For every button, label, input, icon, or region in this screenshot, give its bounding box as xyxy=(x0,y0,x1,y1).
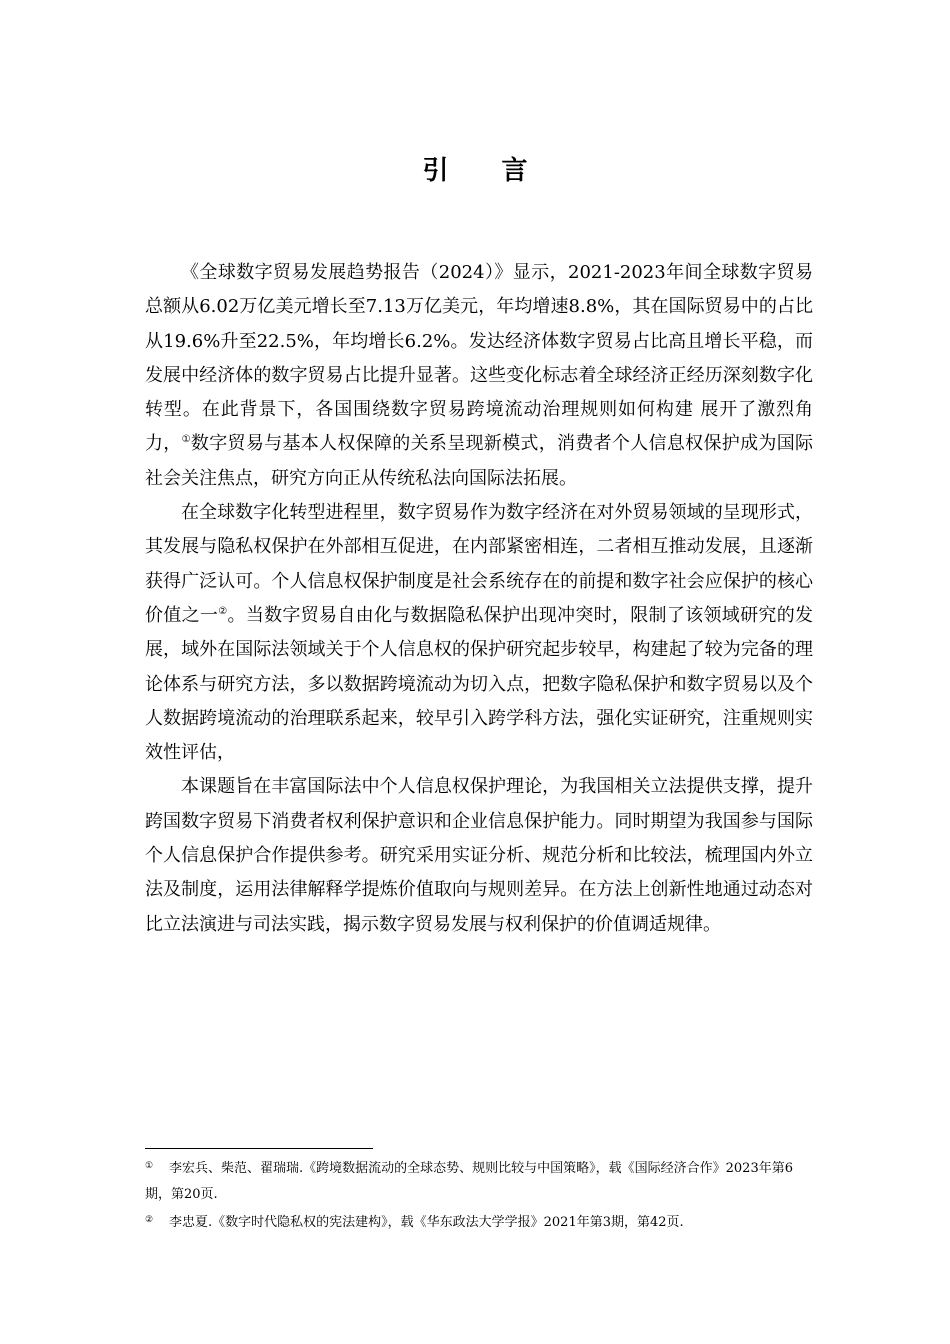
paragraph-2-text-b: 。当数字贸易自由化与数据隐私保护出现冲突时，限制了该领域研究的发展，域外在国际法领域关于个人信息权的保护研究起步较早，构建起了较为完备的理论体系与研究方法，多以数据跨境流动为切入点，把数字隐私保护和数字贸易以及个人数据跨境流动的治理联系起来，较早引入跨学科方法，强化实证研究，注重规则实效性评估， xyxy=(145,604,814,764)
page-title: 引 言 xyxy=(422,156,550,186)
footnote-1: ① 李宏兵、柴范、翟瑞瑞.《跨境数据流动的全球态势、规则比较与中国策略》，载《国际经济合作》2023年第6期，第20页. xyxy=(145,1161,793,1202)
paragraph-1 xyxy=(145,256,813,496)
paragraph-2 xyxy=(145,496,813,770)
paragraph-3: 本课题旨在丰富国际法中个人信息权保护理论，为我国相关立法提供支撑，提升跨国数字贸易下消费者权利保护意识和企业信息保护能力。同时期望为我国参与国际个人信息保护合作提供参考。研究采用实证分析、规范分析和比较法，梳理国内外立法及制度，运用法律解释学提炼价值取向与规则差异。在方法上创新性地通过动态对比立法演进与司法实践，揭示数字贸易发展与权利保护的价值调适规律。 xyxy=(145,776,813,935)
footnote-2: ② 李忠夏.《数字时代隐私权的宪法建构》，载《华东政法大学学报》2021年第3期，第42页. xyxy=(145,1215,684,1230)
footnote-divider xyxy=(145,1148,373,1149)
footnote-2-text: 李忠夏.《数字时代隐私权的宪法建构》，载《华东政法大学学报》2021年第3期，第42页. xyxy=(169,1215,684,1230)
paragraph-2-text-a: 在全球数字化转型进程里，数字贸易作为数字经济在对外贸易领域的呈现形式，其发展与隐私权保护在外部相互促进，在内部紧密相连，二者相互推动发展，且逐渐获得广泛认可。个人信息权保护制度是社会系统存在的前提和数字社会应保护的核心价值之一 xyxy=(145,502,813,626)
paragraph-1-text-a: 《全球数字贸易发展趋势报告（2024）》显示，2021-2023年间全球数字贸易总额从6.02万亿美元增长至7.13万亿美元，年均增速8.8%，其在国际贸易中的占比从19.6%升至22.5%，年均增长6.2%。发达经济体数字贸易占比高且增长平稳，而发展中经济体的数字贸易占比提升显著。这些变化标志着全球经济正经历深刻数字化转型。在此背景下，各国围绕数字贸易跨境流动治理规则如何构建 展开了激烈角力， xyxy=(145,262,813,455)
body-text xyxy=(145,256,813,942)
footnotes xyxy=(145,1156,813,1238)
footnote-1-text: 李宏兵、柴范、翟瑞瑞.《跨境数据流动的全球态势、规则比较与中国策略》，载《国际经济合作》2023年第6期，第20页. xyxy=(145,1161,793,1202)
paragraph-1-text-b: 数字贸易与基本人权保障的关系呈现新模式，消费者个人信息权保护成为国际社会关注焦点，研究方向正从传统私法向国际法拓展。 xyxy=(145,433,814,489)
footnote-ref-1[interactable]: ① xyxy=(181,434,191,446)
footnote-ref-2[interactable]: ② xyxy=(218,605,228,617)
